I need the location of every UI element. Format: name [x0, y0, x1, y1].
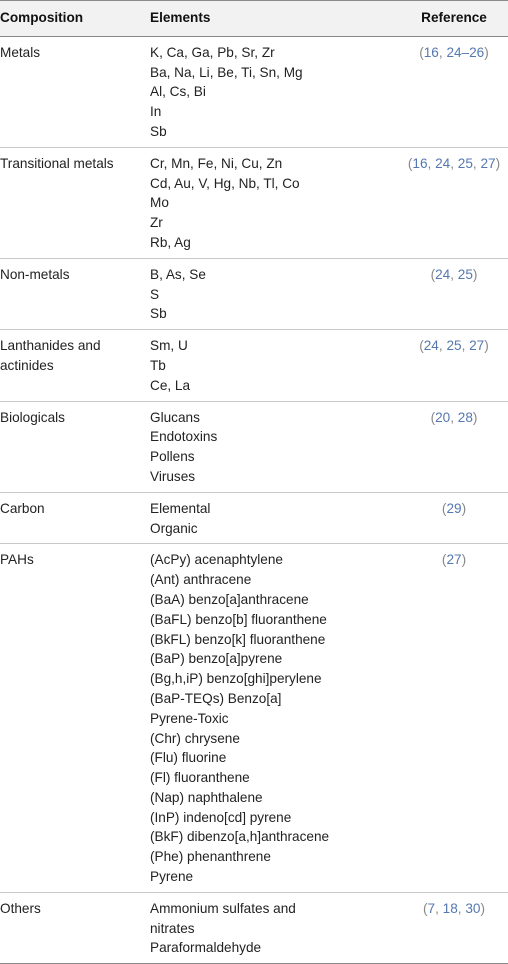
- reference-link[interactable]: 27: [446, 552, 462, 568]
- element-line: Ammonium sulfates and: [150, 900, 296, 916]
- reference-punctuation: (: [430, 266, 436, 282]
- elements-cell: [148, 330, 382, 401]
- composition-text: Transitional metals: [0, 155, 114, 171]
- composition-cell: [0, 36, 148, 147]
- reference-punctuation: ,: [457, 900, 466, 916]
- reference-cell: [382, 492, 508, 544]
- element-line: (Nap) naphthalene: [150, 789, 263, 805]
- element-line: nitrates: [150, 920, 195, 936]
- reference-punctuation: ): [484, 338, 489, 354]
- table-body: [0, 36, 508, 963]
- element-line: (Chr) chrysene: [150, 730, 240, 746]
- composition-cell: [0, 492, 148, 544]
- table-row: [0, 892, 508, 963]
- reference-link[interactable]: 16: [423, 44, 439, 60]
- composition-cell: [0, 401, 148, 492]
- reference-punctuation: ,: [472, 155, 481, 171]
- reference-punctuation: ,: [438, 44, 447, 60]
- element-line: Pollens: [150, 449, 195, 465]
- element-line: Tb: [150, 357, 166, 373]
- reference-punctuation: ): [472, 409, 478, 425]
- reference-punctuation: ): [484, 44, 489, 60]
- element-line: Cr, Mn, Fe, Ni, Cu, Zn: [150, 155, 283, 171]
- elements-cell: [148, 258, 382, 329]
- table-row: [0, 492, 508, 544]
- reference-punctuation: ,: [461, 338, 470, 354]
- header-elements: Elements: [148, 1, 382, 37]
- reference-link[interactable]: 18: [442, 900, 458, 916]
- composition-text: actinides: [0, 357, 54, 373]
- reference-link[interactable]: 28: [457, 409, 473, 425]
- element-line: (BkF) dibenzo[a,h]anthracene: [150, 829, 330, 845]
- element-line: (InP) indeno[cd] pyrene: [150, 809, 292, 825]
- reference-cell: [382, 147, 508, 258]
- element-line: Glucans: [150, 409, 200, 425]
- element-line: Sb: [150, 123, 167, 139]
- composition-text: Biologicals: [0, 409, 65, 425]
- reference-punctuation: (: [430, 409, 436, 425]
- header-reference: Reference: [382, 1, 508, 37]
- reference-cell: [382, 401, 508, 492]
- reference-punctuation: ): [461, 500, 467, 516]
- element-line: Sm, U: [150, 338, 188, 354]
- table-row: [0, 36, 508, 147]
- element-line: Ba, Na, Li, Be, Ti, Sn, Mg: [150, 64, 303, 80]
- reference-link[interactable]: 25: [457, 155, 473, 171]
- element-line: Elemental: [150, 500, 211, 516]
- element-line: (Bg,h,iP) benzo[ghi]perylene: [150, 671, 322, 687]
- reference-cell: [382, 544, 508, 893]
- element-line: Ce, La: [150, 377, 191, 393]
- reference-punctuation: ,: [438, 338, 447, 354]
- element-line: (Ant) anthracene: [150, 572, 252, 588]
- reference-link[interactable]: 20: [435, 409, 451, 425]
- elements-cell: [148, 36, 382, 147]
- elements-cell: [148, 892, 382, 963]
- reference-link[interactable]: 25: [457, 266, 473, 282]
- reference-punctuation: ): [480, 900, 485, 916]
- element-line: (BkFL) benzo[k] fluoranthene: [150, 631, 326, 647]
- element-line: Pyrene-Toxic: [150, 710, 229, 726]
- element-line: In: [150, 104, 162, 120]
- table-row: [0, 258, 508, 329]
- reference-link[interactable]: 29: [446, 500, 462, 516]
- reference-cell: [382, 258, 508, 329]
- reference-link[interactable]: 7: [427, 900, 436, 916]
- composition-text: PAHs: [0, 552, 34, 568]
- composition-cell: [0, 258, 148, 329]
- element-line: Rb, Ag: [150, 234, 191, 250]
- elements-cell: [148, 147, 382, 258]
- composition-cell: [0, 544, 148, 893]
- header-composition: Composition: [0, 1, 148, 37]
- elements-cell: [148, 401, 382, 492]
- reference-cell: [382, 330, 508, 401]
- elements-cell: [148, 544, 382, 893]
- reference-punctuation: ,: [450, 266, 458, 282]
- reference-link[interactable]: 24–26: [446, 44, 485, 60]
- table-row: [0, 330, 508, 401]
- element-line: (Flu) fluorine: [150, 750, 227, 766]
- element-line: (BaP) benzo[a]pyrene: [150, 651, 283, 667]
- composition-text: Metals: [0, 44, 41, 60]
- element-line: (Fl) fluoranthene: [150, 770, 250, 786]
- reference-punctuation: ): [495, 155, 501, 171]
- composition-cell: [0, 147, 148, 258]
- element-line: K, Ca, Ga, Pb, Sr, Zr: [150, 44, 275, 60]
- element-line: Al, Cs, Bi: [150, 84, 206, 100]
- table-row: [0, 147, 508, 258]
- element-line: Cd, Au, V, Hg, Nb, Tl, Co: [150, 175, 300, 191]
- reference-punctuation: (: [441, 500, 447, 516]
- element-line: (BaA) benzo[a]anthracene: [150, 591, 309, 607]
- composition-text: Lanthanides and: [0, 338, 101, 354]
- element-line: Organic: [150, 520, 198, 536]
- reference-punctuation: (: [419, 44, 424, 60]
- reference-punctuation: ): [461, 552, 467, 568]
- reference-punctuation: (: [419, 338, 424, 354]
- element-line: (BaP-TEQs) Benzo[a]: [150, 690, 282, 706]
- composition-text: Non-metals: [0, 266, 70, 282]
- reference-link[interactable]: 30: [465, 900, 481, 916]
- element-line: Zr: [150, 215, 163, 231]
- reference-punctuation: ,: [435, 900, 443, 916]
- element-line: Paraformaldehyde: [150, 940, 262, 956]
- reference-link[interactable]: 24: [435, 155, 451, 171]
- reference-link[interactable]: 27: [480, 155, 496, 171]
- elements-cell: [148, 492, 382, 544]
- element-line: S: [150, 286, 160, 302]
- reference-punctuation: ,: [427, 155, 436, 171]
- table-row: [0, 401, 508, 492]
- composition-text: Carbon: [0, 500, 45, 516]
- table-row: [0, 544, 508, 893]
- element-line: B, As, Se: [150, 266, 206, 282]
- element-line: (AcPy) acenaphtylene: [150, 552, 283, 568]
- element-line: (Phe) phenanthrene: [150, 849, 271, 865]
- reference-link[interactable]: 25: [446, 338, 462, 354]
- reference-cell: [382, 892, 508, 963]
- composition-cell: [0, 892, 148, 963]
- element-line: Mo: [150, 195, 169, 211]
- element-line: Sb: [150, 306, 167, 322]
- reference-punctuation: ): [472, 266, 478, 282]
- reference-punctuation: ,: [450, 409, 458, 425]
- reference-link[interactable]: 24: [423, 338, 439, 354]
- reference-link[interactable]: 24: [435, 266, 451, 282]
- reference-punctuation: (: [441, 552, 447, 568]
- reference-link[interactable]: 27: [469, 338, 485, 354]
- composition-cell: [0, 330, 148, 401]
- reference-punctuation: (: [407, 155, 413, 171]
- table-header-row: [0, 1, 508, 37]
- composition-text: Others: [0, 900, 41, 916]
- reference-link[interactable]: 16: [412, 155, 428, 171]
- reference-cell: [382, 36, 508, 147]
- element-line: Viruses: [150, 468, 196, 484]
- reference-punctuation: ,: [450, 155, 458, 171]
- element-line: (BaFL) benzo[b] fluoranthene: [150, 611, 327, 627]
- element-line: Endotoxins: [150, 429, 218, 445]
- reference-punctuation: (: [423, 900, 428, 916]
- element-line: Pyrene: [150, 869, 194, 885]
